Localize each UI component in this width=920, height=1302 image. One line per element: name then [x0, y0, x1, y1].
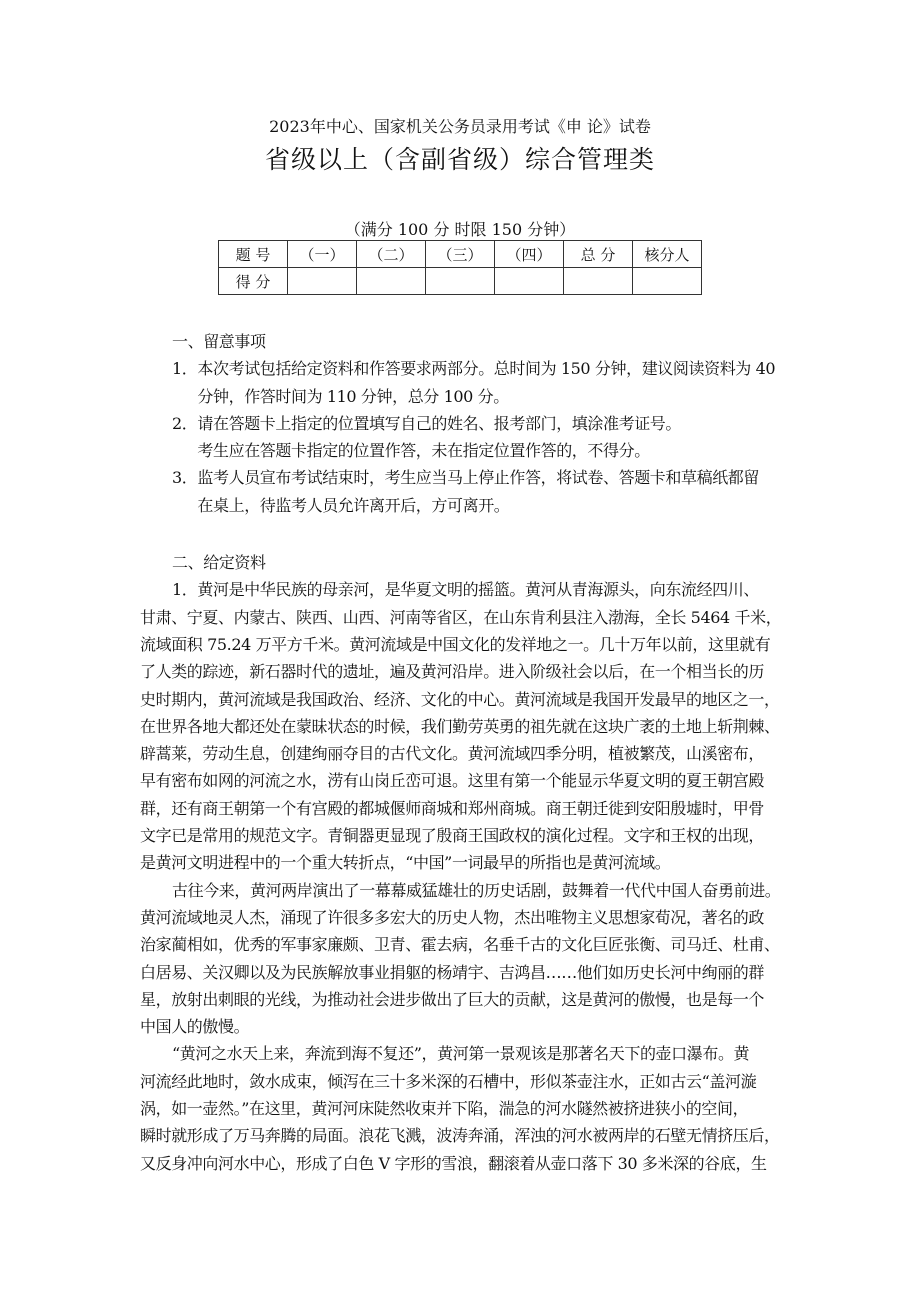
header-cell: （一）: [288, 241, 357, 268]
notice-item-number: 1．: [172, 359, 198, 379]
paragraph-line: 星，放射出刺眼的光线，为推动社会进步做出了巨大的贡献，这是黄河的傲慢，也是每一个: [140, 989, 765, 1009]
paragraph-line: 河流经此地时，敛水成束，倾泻在三十多米深的石槽中，形似茶壶注水，正如古云“盖河漩: [140, 1071, 757, 1091]
paragraph-line: 瞬时就形成了万马奔腾的局面。浪花飞溅，波涛奔涌，浑浊的河水被两岸的石壁无情挤压后，: [140, 1126, 780, 1146]
paragraph-line: 治家蔺相如，优秀的军事家廉颇、卫青、霍去病，名垂千古的文化巨匠张衡、司马迁、杜甫、: [140, 935, 780, 955]
paragraph-line: 流域面积 75.24 万平方千米。黄河流域是中国文化的发祥地之一。几十万年以前，这里就有: [140, 634, 771, 654]
notice-item: [140, 464, 800, 519]
notice-item-number: 2．: [172, 413, 198, 433]
notice-item-number: 3．: [172, 468, 198, 488]
header-cell: 总 分: [564, 241, 633, 268]
paragraph-line: 群，还有商王朝第一个有宫殿的都城偃师商城和郑州商城。商王朝迁徙到安阳殷墟时，甲骨: [140, 798, 765, 818]
paragraph-line: 早有密布如网的河流之水，涝有山岗丘峦可退。这里有第一个能显示华夏文明的夏王朝宫殿: [140, 771, 765, 791]
notice-item-line: 在桌上，待监考人员允许离开后，方可离开。: [197, 495, 510, 515]
notice-item-line: 考生应在答题卡指定的位置作答，未在指定位置作答的，不得分。: [197, 441, 650, 461]
paragraph-line: 甘肃、宁夏、内蒙古、陕西、山西、河南等省区，在山东肯利县注入渤海，全长 5464 千米，: [140, 607, 782, 627]
header-cell: （二）: [357, 241, 426, 268]
paragraph-line: 黄河流域地灵人杰，涌现了许很多多宏大的历史人物，杰出唯物主义思想家荀况，著名的政: [140, 907, 765, 927]
score-cell: [426, 268, 495, 295]
score-table-header-row: [219, 241, 702, 268]
paragraph-line: 中国人的傲慢。: [140, 1017, 250, 1037]
paragraph-line: 了人类的踪迹，新石器时代的遗址，遍及黄河沿岸。进入阶级社会以后，在一个相当长的历: [140, 662, 765, 682]
header-cell: 核分人: [633, 241, 702, 268]
document-body: [140, 328, 800, 1177]
paragraph-line: 涡，如一壶然。”在这里，黄河河床陡然收束并下陷，湍急的河水隧然被挤进狭小的空间，: [140, 1099, 749, 1119]
notice-heading: 一、留意事项: [172, 332, 266, 351]
score-table: [218, 240, 702, 295]
paragraph-line: 史时期内，黄河流域是我国政治、经济、文化的中心。黄河流域是我国开发最早的地区之一，: [140, 689, 780, 709]
exam-category: 省级以上（含副省级）综合管理类: [264, 145, 655, 174]
notice-item-text: [197, 355, 800, 410]
score-time-note: （满分 100 分 时限 150 分钟）: [344, 220, 576, 239]
header-cell: （四）: [495, 241, 564, 268]
notice-item: [140, 410, 800, 465]
header-cell: （三）: [426, 241, 495, 268]
paragraph-line: 辟蒿莱，劳动生息，创建绚丽夺目的古代文化。黄河流域四季分明，植被繁茂，山溪密布，: [140, 744, 765, 764]
paragraph-line: 又反身冲向河水中心，形成了白色 V 字形的雪浪，翻滚着从壶口落下 30 多米深的谷底，生: [140, 1153, 767, 1173]
notice-item: [140, 355, 800, 410]
notice-item-line: 监考人员宣布考试结束时，考生应当马上停止作答，将试卷、答题卡和草稿纸都留: [197, 468, 759, 488]
paragraph-line: “黄河之水天上来，奔流到海不复还”，黄河第一景观该是那著名天下的壶口瀑布。黄: [172, 1044, 750, 1064]
paragraph-line: 1．黄河是中华民族的母亲河，是华夏文明的摇篮。黄河从青海源头，向东流经四川、: [172, 580, 759, 600]
materials-heading: 二、给定资料: [172, 553, 266, 573]
notice-item-text: [197, 410, 800, 465]
score-cell: [357, 268, 426, 295]
paragraph-line: 古往今来，黄河两岸演出了一幕幕威猛雄壮的历史话剧，鼓舞着一代代中国人奋勇前进。: [172, 880, 781, 900]
score-cell: [288, 268, 357, 295]
paragraph-line: 在世界各地大都还处在蒙昧状态的时候，我们勤劳英勇的祖先就在这块广袤的土地上斩荆棘、: [140, 716, 780, 736]
section-gap: [140, 519, 800, 549]
score-cell: [564, 268, 633, 295]
notice-item-line: 请在答题卡上指定的位置填写自己的姓名、报考部门，填涂准考证号。: [197, 413, 681, 433]
score-cell: [633, 268, 702, 295]
score-table-score-row: [219, 268, 702, 295]
paragraph-line: 白居易、关汉卿以及为民族解放事业捐躯的杨靖宇、吉鸿昌……他们如历史长河中绚丽的群: [140, 962, 765, 982]
paragraph-line: 文字已是常用的规范文字。青铜器更显现了殷商王国政权的演化过程。文字和王权的出现，: [140, 826, 765, 846]
paragraph-line: 是黄河文明进程中的一个重大转折点，“中国”一词最早的所指也是黄河流域。: [140, 853, 671, 873]
notice-item-text: [197, 464, 800, 519]
exam-title: 2023年中心、国家机关公务员录用考试《申 论》试卷: [269, 117, 651, 136]
header-cell: 题 号: [219, 241, 288, 268]
row-label: 得 分: [219, 268, 288, 295]
notice-item-line: 分钟，作答时间为 110 分钟，总分 100 分。: [197, 386, 509, 406]
score-cell: [495, 268, 564, 295]
notice-item-line: 本次考试包括给定资料和作答要求两部分。总时间为 150 分钟，建议阅读资料为 40: [197, 359, 776, 379]
